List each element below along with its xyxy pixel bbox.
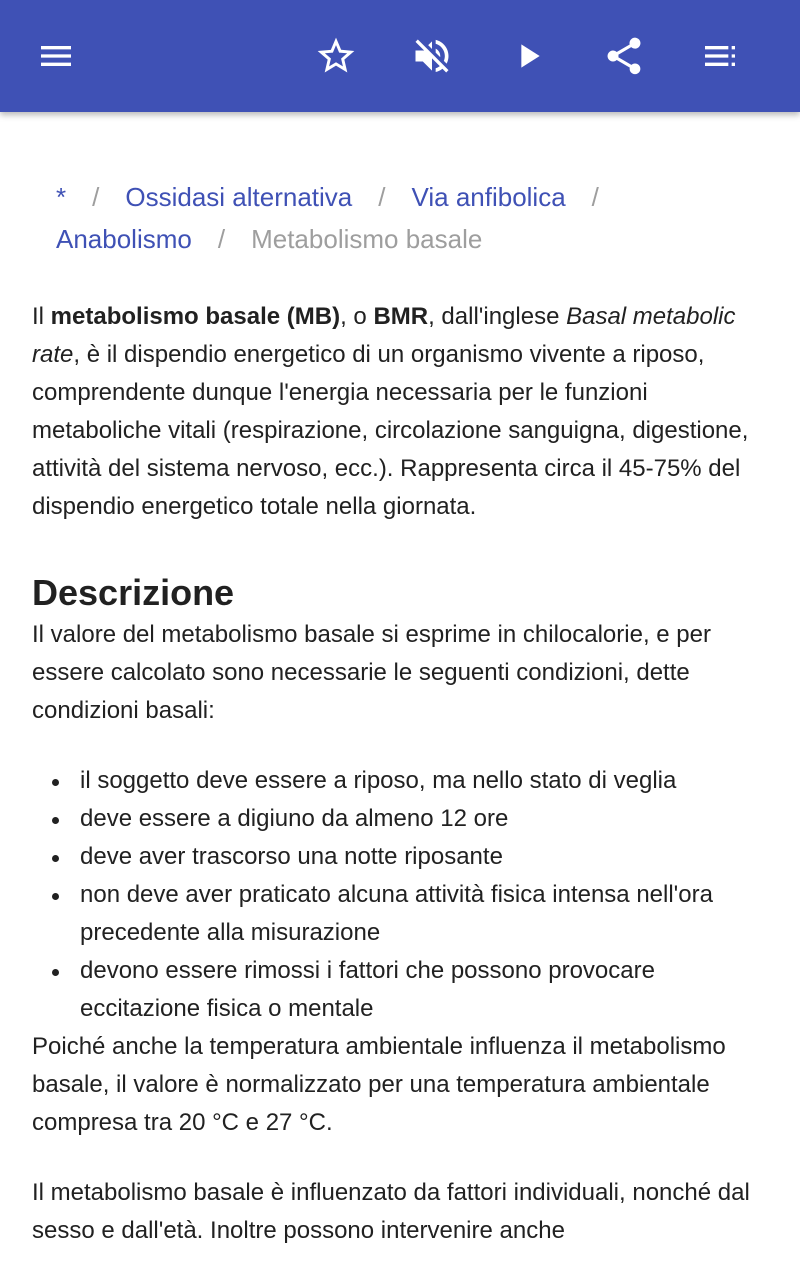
section-title-descrizione: Descrizione <box>32 572 235 613</box>
intro-term-bmr: BMR <box>373 303 429 330</box>
breadcrumb <box>56 176 776 260</box>
play-icon <box>508 36 548 76</box>
breadcrumb-separator: / <box>217 224 226 254</box>
mute-button[interactable] <box>398 22 466 90</box>
breadcrumb-separator: / <box>591 182 599 212</box>
list-item: deve aver trascorso una notte riposante <box>80 838 772 876</box>
breadcrumb-link-anabolismo[interactable]: Anabolismo <box>56 224 192 254</box>
breadcrumb-link-ossidasi-alternativa[interactable]: Ossidasi alternativa <box>125 182 353 212</box>
basal-conditions-list <box>32 762 772 1028</box>
article-body <box>32 298 772 1250</box>
intro-text: , o <box>340 303 374 330</box>
list-item: devono essere rimossi i fattori che possono provocare eccitazione fisica o mentale <box>80 952 772 1028</box>
app-toolbar <box>0 0 800 112</box>
temperature-paragraph: Poiché anche la temperatura ambientale influenza il metabolismo basale, il valore è normalizzato per una temperatura ambientale compresa tra 20 °C e 27 °C. <box>32 1033 726 1136</box>
menu-button[interactable] <box>22 22 90 90</box>
intro-text: Il <box>32 303 51 330</box>
share-icon <box>602 34 646 78</box>
playlist-icon <box>700 36 740 76</box>
contents-button[interactable] <box>686 22 754 90</box>
intro-text: , dall'inglese <box>428 303 567 330</box>
description-paragraph: Il valore del metabolismo basale si esprime in chilocalorie, e per essere calcolato sono necessarie le seguenti condizioni, dette condizioni basali: <box>32 621 711 724</box>
breadcrumb-link-via-anfibolica[interactable]: Via anfibolica <box>411 182 566 212</box>
play-button[interactable] <box>494 22 562 90</box>
menu-icon <box>36 36 76 76</box>
list-item: il soggetto deve essere a riposo, ma nello stato di veglia <box>80 762 772 800</box>
breadcrumb-current: Metabolismo basale <box>251 224 483 254</box>
breadcrumb-separator: / <box>92 182 100 212</box>
factors-paragraph: Il metabolismo basale è influenzato da fattori individuali, nonché dal sesso e dall'età. Inoltre possono intervenire anche <box>32 1179 750 1244</box>
list-item: non deve aver praticato alcuna attività fisica intensa nell'ora precedente alla misurazione <box>80 876 772 952</box>
intro-term-mb: metabolismo basale (MB) <box>50 303 341 330</box>
list-item: deve essere a digiuno da almeno 12 ore <box>80 800 772 838</box>
intro-paragraph <box>32 298 772 526</box>
breadcrumb-link-home[interactable]: * <box>56 182 67 212</box>
favorite-button[interactable] <box>302 22 370 90</box>
share-button[interactable] <box>590 22 658 90</box>
star-outline-icon <box>314 34 358 78</box>
intro-term-english: Basal metabolic rate <box>32 303 736 368</box>
intro-text: , è il dispendio energetico di un organismo vivente a riposo, comprendente dunque l'energia necessaria per le funzioni metaboliche vitali (respirazione, circolazione sanguigna, digestione, attività del sistema nervoso, ecc.). Rappresenta circa il 45-75% del dispendio energetico totale nella giornata. <box>32 341 749 520</box>
volume-off-icon <box>410 34 454 78</box>
article-content <box>0 112 800 1280</box>
breadcrumb-separator: / <box>378 182 386 212</box>
